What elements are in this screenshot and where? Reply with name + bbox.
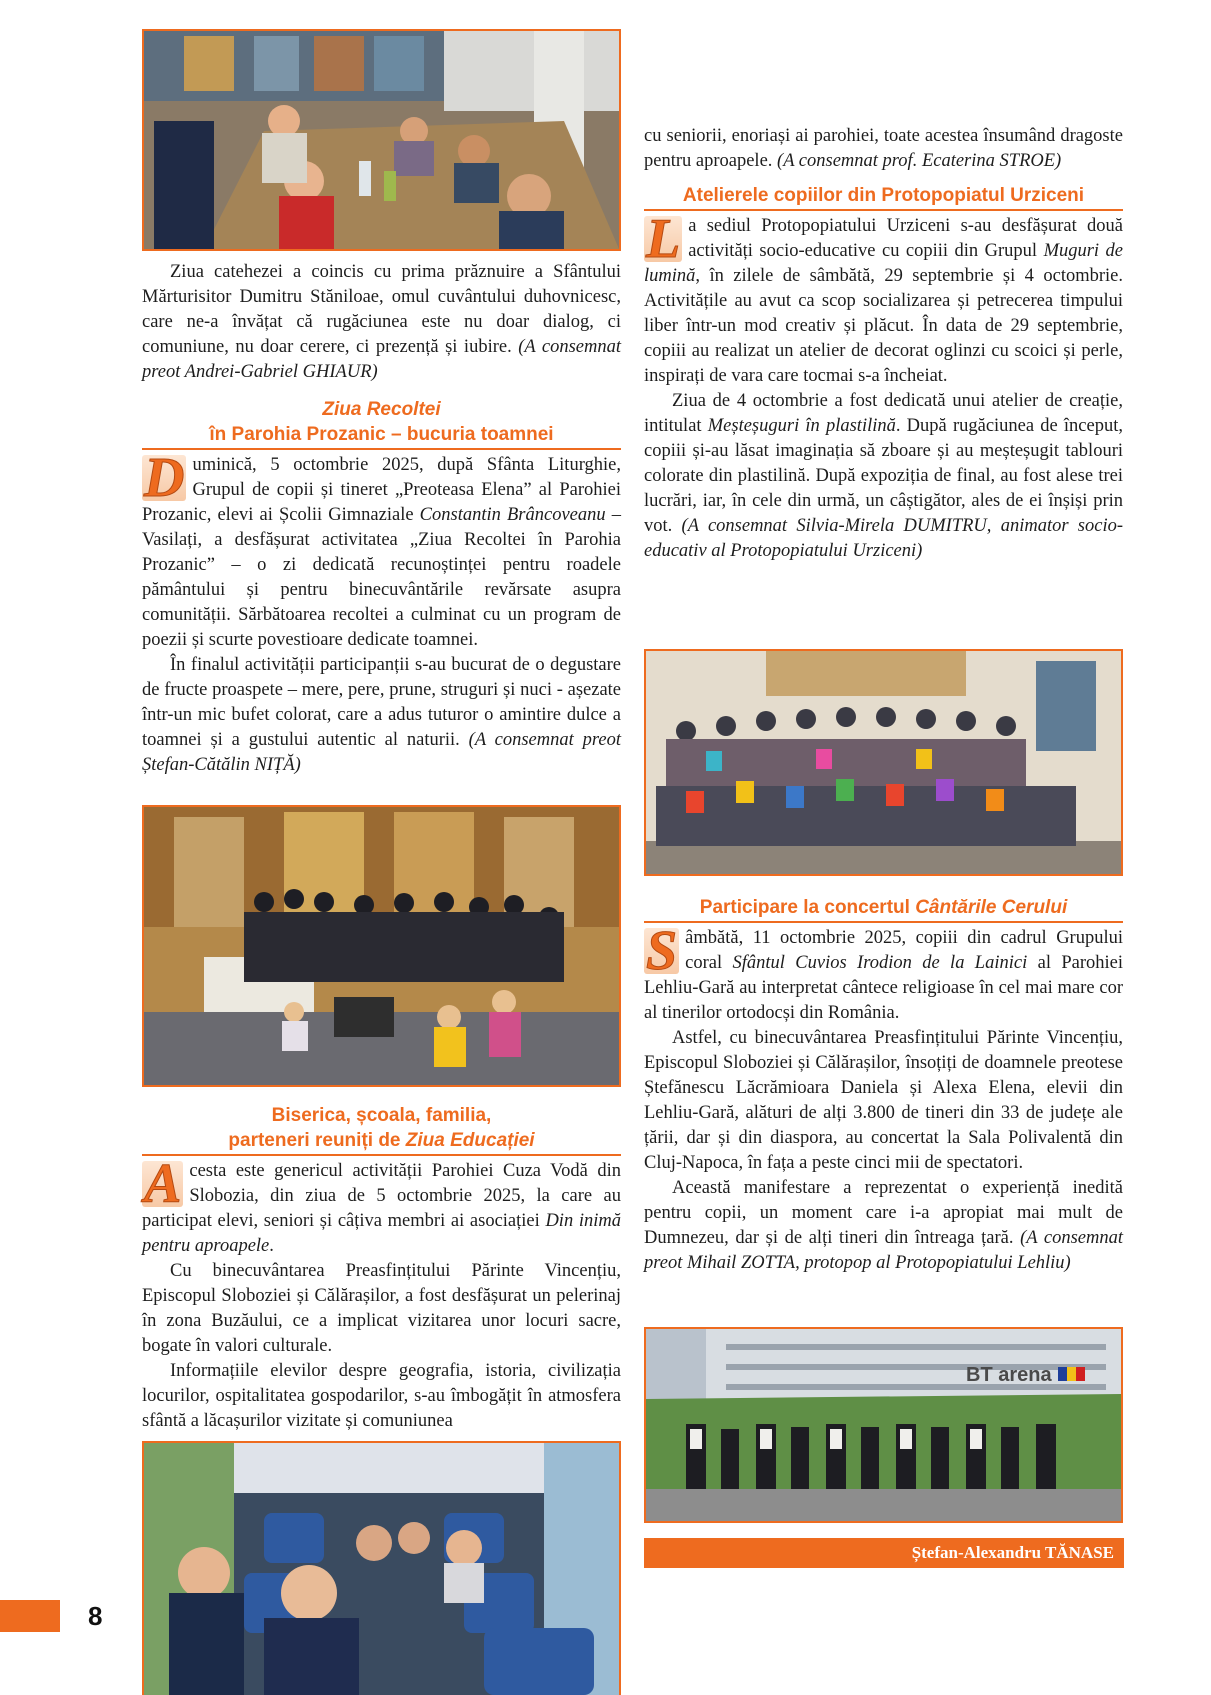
photo-urziceni-illustration <box>646 651 1121 874</box>
educatie-paragraph-3: Informațiile elevilor despre geografia, istoria, civilizația locurilor, ospitalitatea gospodarilor, s-au îmbogățit în atmosfera sfântă a lăcașurilor vizitate și comuniunea <box>142 1361 621 1431</box>
left-column-lower <box>142 1103 621 1434</box>
recolta-credit: (A consemnat preot Ștefan-Cătălin NIȚĂ) <box>142 730 621 775</box>
dropcap-letter: S <box>646 920 678 982</box>
page-number-bar <box>0 1600 60 1632</box>
photo-prozanic-church-group <box>142 805 621 1087</box>
left-column-upper <box>142 260 621 778</box>
ateliere-paragraph-1: L a sediul Protopopiatului Urziceni s-au desfășurat două activități socio-educative cu copiii din Grupul Muguri de lumină, în zilele de sâmbătă, 29 septembrie și 4 octombrie. Activitățile au avut ca scop socializarea și petrecerea timpului liber într-un mod creativ și plăcut. În data de 29 septembrie, copiii au realizat un atelier de decorat oglinzi cu scoici și perle, inspirați de vara care tocmai s-a încheiat. <box>644 208 1124 386</box>
title-line-1: Biserica, școala, familia, <box>271 1105 492 1126</box>
photo-prozanic-illustration <box>144 807 619 1085</box>
dropcap-letter: D <box>144 447 185 509</box>
photo-arena-illustration <box>646 1329 1121 1521</box>
section-title-ziua-recoltei <box>142 397 621 450</box>
recolta-paragraph-1: D uminică, 5 octombrie 2025, după Sfânta Liturghie, Grupul de copii și tineret „Preoteasa Elena” al Parohiei Prozanic, elevi ai Școlii Gimnaziale Constantin Brâncoveanu – Vasilați, a desfășurat activitatea „Ziua Recoltei în Parohia Prozanic” – o zi dedicată recunoștinței pentru roadele pământului și pentru binecuvântările revărsate asupra comunității. Sărbătoarea recoltei a culminat cu un program de poezii și scurte povestioare dedicate toamnei. <box>142 447 622 650</box>
section-title-ziua-educatiei <box>142 1103 621 1156</box>
photo-bt-arena-choir <box>644 1327 1123 1523</box>
concert-paragraph-3: Această manifestare a reprezentat o experiență inedită pentru copii, un moment care i-a apropiat mai mult de Dumnezeu, dar și de alți tineri din întreaga țară. (A consemnat preot Mihail ZOTTA, protopop al Protopopiatului Lehliu) <box>644 1178 1124 1273</box>
ateliere-credit: (A consemnat Silvia-Mirela DUMITRU, animator socio-educativ al Protopopiatului Urziceni) <box>644 516 1124 561</box>
concert-credit: (A consemnat preot Mihail ZOTTA, protopop al Protopopiatului Lehliu) <box>644 1228 1124 1273</box>
author-signature: Ștefan-Alexandru TĂNASE <box>644 1538 1124 1568</box>
photo-bus-pilgrimage <box>142 1441 621 1695</box>
section-title-concert: Participare la concertul Cântările Cerului <box>644 895 1123 923</box>
concert-paragraph-1: S âmbătă, 11 octombrie 2025, copiii din cadrul Grupului coral Sfântul Cuvios Irodion de la Lainici al Parohiei Lehliu-Gară au interpretat cântece religioase în cel mai mare cor al tinerilor ortodocși din România. <box>644 920 1123 1023</box>
section-title-ateliere: Atelierele copiilor din Protopopiatul Urziceni <box>644 183 1123 211</box>
recolta-paragraph-2: În finalul activității participanții s-au bucurat de o degustare de fructe proaspete – mere, pere, prune, struguri și nuci - așezate într-un mic bufet colorat, care a adus tuturor o amintire dulce a toamnei și a gustului autentic al naturii. (A consemnat preot Ștefan-Cătălin NIȚĂ) <box>142 655 621 775</box>
title-line-1: Ziua Recoltei <box>322 399 441 420</box>
educatie-paragraph-1: A cesta este genericul activității Parohiei Cuza Vodă din Slobozia, din ziua de 5 octombrie 2025, la care au participat elevi, seniori și câțiva membri ai asociației Din inimă pentru aproapele. <box>142 1153 622 1256</box>
photo-bus-illustration <box>144 1443 619 1695</box>
photo-catechesis-children <box>142 29 621 251</box>
title-line-2: parteneri reuniți de Ziua Educației <box>228 1130 535 1151</box>
catechesis-paragraph: Ziua catehezei a coincis cu prima prăznuire a Sfântului Mărturisitor Dumitru Stăniloae, omul cuvântului duhovnicesc, care ne-a învățat că rugăciunea este nu doar dialog, ci comuniune, nu doar cerere, ci prezență și iubire. (A consemnat preot Andrei-Gabriel GHIAUR) <box>142 262 621 382</box>
concert-paragraph-2: Astfel, cu binecuvântarea Preasfințitului Părinte Vincențiu, Episcopul Sloboziei și Călărașilor, însoțiți de doamnele preotese Ștefănescu Lăcrămioara Daniela și Alexa Elena, elevii din Lehliu-Gară, alături de alți 3.800 de tineri din 33 de județe ale țării, dar și din diaspora, au concertat la Sala Polivalentă din Cluj-Napoca, în fața a peste cinci mii de spectatori. <box>644 1028 1123 1173</box>
dropcap-letter: L <box>646 208 681 270</box>
arena-sign: BT arena <box>966 1364 1052 1386</box>
catechesis-credit: (A consemnat preot Andrei-Gabriel GHIAUR) <box>142 337 621 382</box>
ateliere-paragraph-2: Ziua de 4 octombrie a fost dedicată unui atelier de creație, intitulat Meșteșuguri în plastilină. După rugăciunea de început, copiii și-au lăsat imaginația să zboare și au meșteșugit tablouri colorate din plastilină. După expoziția de final, au fost alese trei lucrări, iar, în cele din urmă, un câștigător, ales de ei înșiși prin vot. (A consemnat Silvia-Mirela DUMITRU, animator socio-educativ al Protopopiatului Urziceni) <box>644 391 1124 561</box>
page-number: 8 <box>88 1601 103 1631</box>
photo-urziceni-workshop <box>644 649 1123 876</box>
right-column-upper <box>644 124 1123 564</box>
educatie-paragraph-2: Cu binecuvântarea Preasfințitului Părinte Vincențiu, Episcopul Sloboziei și Călărașilor, a fost desfășurat un pelerinaj în zona Buzăului, ce a implicat vizitarea unor locuri sacre, bogate în valori culturale. <box>142 1261 621 1356</box>
right-column-lower <box>644 895 1123 1276</box>
continued-credit: (A consemnat prof. Ecaterina STROE) <box>777 151 1062 171</box>
title-line-2: în Parohia Prozanic – bucuria toamnei <box>209 424 554 445</box>
photo-catechesis-illustration <box>144 31 619 249</box>
continued-paragraph: cu seniorii, enoriași ai parohiei, toate acestea însumând dragoste pentru aproapele. (A consemnat prof. Ecaterina STROE) <box>644 126 1123 171</box>
dropcap-letter: A <box>144 1153 182 1215</box>
